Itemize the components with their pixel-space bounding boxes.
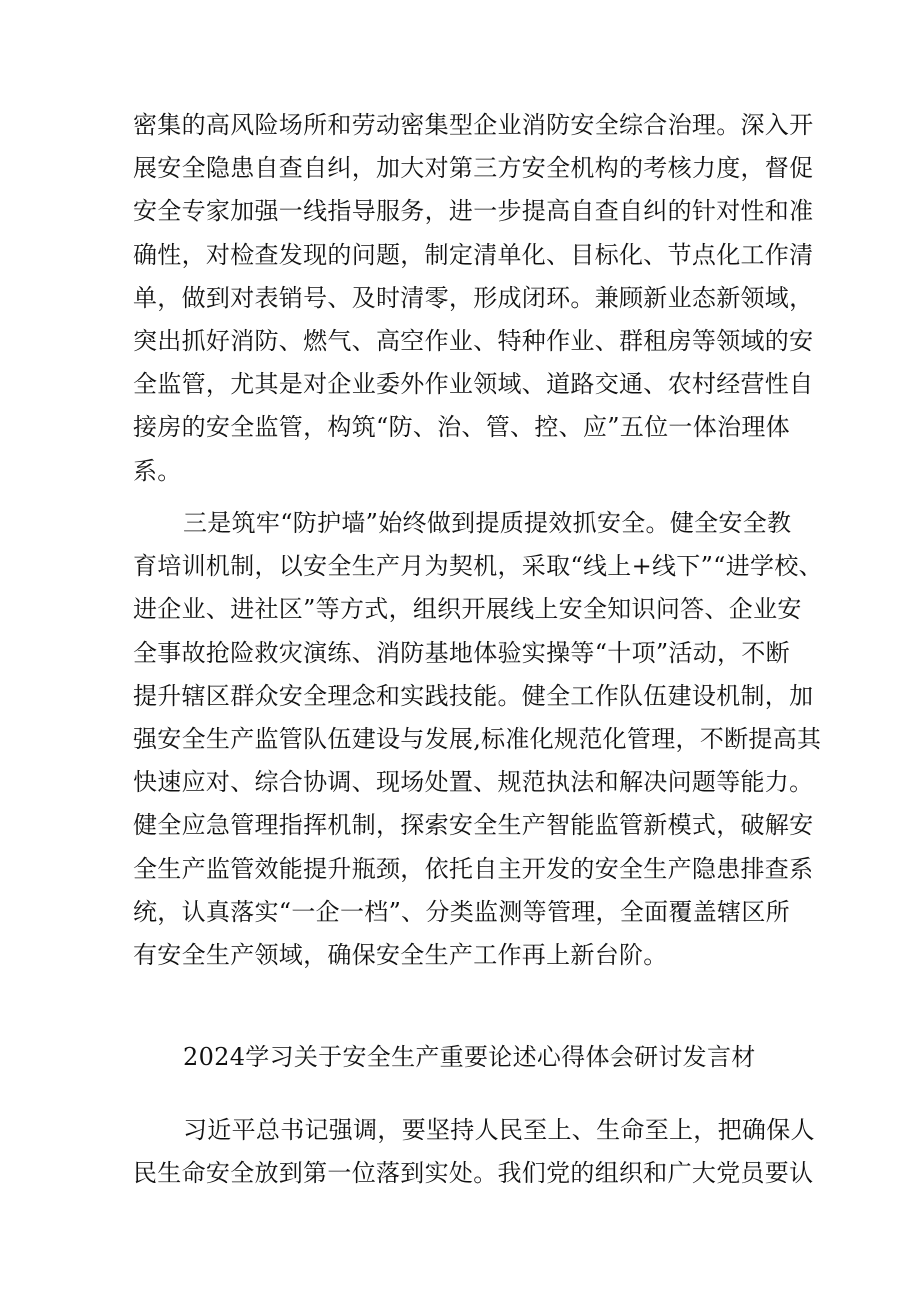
text-line: 系。 xyxy=(133,456,182,485)
text-line: 突出抓好消防、燃气、高空作业、特种作业、群租房等领域的安 xyxy=(133,326,814,355)
text-line: 安全专家加强一线指导服务，进一步提高自查自纠的针对性和准 xyxy=(133,197,814,226)
text-line: 密集的高风险场所和劳动密集型企业消防安全综合治理。深入开 xyxy=(133,111,814,139)
text-line: 习近平总书记强调，要坚持人民至上、生命至上，把确保人 xyxy=(183,1116,815,1144)
text-line: 进企业、进社区”等方式，组织开展线上安全知识问答、企业安 xyxy=(133,595,802,624)
text-line: 快速应对、综合协调、现场处置、规范执法和解决问题等能力。 xyxy=(133,768,814,797)
paragraph-protection-wall xyxy=(133,502,823,977)
text-line: 全监管，尤其是对企业委外作业领域、道路交通、农村经营性自 xyxy=(133,370,814,399)
paragraph-people-first xyxy=(133,1109,815,1195)
text-line: 确性，对检查发现的问题，制定清单化、目标化、节点化工作清 xyxy=(133,240,814,269)
text-line: 健全应急管理指挥机制，探索安全生产智能监管新模式，破解安 xyxy=(133,811,814,840)
text-line: 全事故抢险救灾演练、消防基地体验实操等“十项”活动，不断 xyxy=(133,638,790,667)
text-line: 全生产监管效能提升瓶颈，依托自主开发的安全生产隐患排查系 xyxy=(133,854,814,883)
text-line: 育培训机制，以安全生产月为契机，采取“线上+线下”“进学校、 xyxy=(133,552,823,581)
text-line: 民生命安全放到第一位落到实处。我们党的组织和广大党员要认 xyxy=(133,1159,814,1188)
text-line: 有安全生产领域，确保安全生产工作再上新台阶。 xyxy=(133,940,668,969)
text-line: 统，认真落实“一企一档”、分类监测等管理，全面覆盖辖区所 xyxy=(133,897,790,926)
text-line: 展安全隐患自查自纠，加大对第三方安全机构的考核力度，督促 xyxy=(133,154,814,183)
text-line: 强安全生产监管队伍建设与发展,标准化规范化管理，不断提高其 xyxy=(133,724,822,753)
section-heading: 2024学习关于安全生产重要论述心得体会研讨发言材 xyxy=(183,1043,756,1071)
text-line: 三是筑牢“防护墙”始终做到提质提效抓安全。健全安全教 xyxy=(183,509,792,537)
text-line: 提升辖区群众安全理念和实践技能。健全工作队伍建设机制，加 xyxy=(133,681,814,710)
paragraph-fire-safety xyxy=(133,104,814,493)
text-line: 接房的安全监管，构筑“防、治、管、控、应”五位一体治理体 xyxy=(133,413,790,442)
text-line: 单，做到对表销号、及时清零，形成闭环。兼顾新业态新领域， xyxy=(133,283,814,312)
